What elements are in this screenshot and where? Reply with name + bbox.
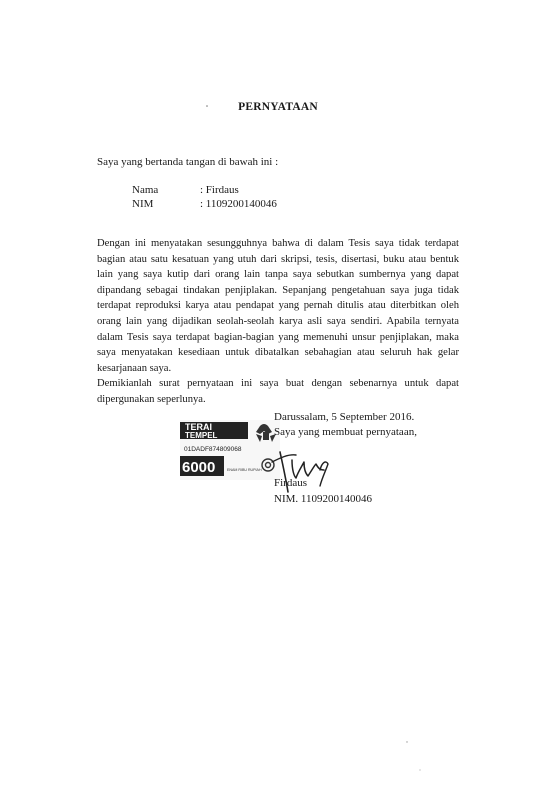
name-label: Nama [132, 184, 159, 196]
stamp-amount: 6000 [182, 459, 216, 476]
signatory-name: Firdaus [274, 477, 307, 489]
closing-paragraph: Demikianlah surat pernyataan ini saya buat dengan sebenarnya untuk dapat dipergunakan seperlunya. [97, 378, 459, 405]
statement-paragraph: Dengan ini menyatakan sesungguhnya bahwa di dalam Tesis saya tidak terdapat bagian atau satu kesatuan yang utuh dari skripsi, tesis, disertasi, buku atau bentuk lain yang saya kutip dari orang lain tanpa saya sebutkan sumbernya yang dapat dipandang sebagai tindakan penjiplakan. Sepanjang pengetahuan saya juga tidak terdapat reproduksi karya atau pendapat yang pernah ditulis atau diterbitkan oleh orang lain yang dijadikan seolah-seolah karya asli saya sendiri. Apabila ternyata dalam Tesis saya terdapat bagian-bagian yang memenuhi unsur penjiplakan, maka saya menyatakan kesediaan untuk dibatalkan sebahagian atau seluruh hak gelar kesarjanaan saya. [97, 238, 459, 374]
stamp-serial: 01DADF874809068 [184, 446, 242, 453]
nim-label: NIM [132, 198, 154, 210]
nim-row [132, 198, 277, 210]
statement-body [97, 236, 459, 408]
signatory-statement: Saya yang membuat pernyataan, [274, 426, 417, 438]
stamp-line2: TEMPEL [185, 431, 218, 440]
signatory-nim: NIM. 1109200140046 [274, 493, 372, 505]
nim-value: : 1109200140046 [200, 198, 277, 210]
place-date: Darussalam, 5 September 2016. [274, 411, 415, 423]
stamp-amount-text: ENAM RIBU RUPIAH [227, 468, 262, 472]
name-value: : Firdaus [200, 184, 239, 196]
page-title: PERNYATAAN [238, 101, 318, 113]
stamp-line1: TERAI [185, 422, 212, 432]
intro-text: Saya yang bertanda tangan di bawah ini : [97, 156, 279, 168]
name-row [132, 184, 239, 196]
